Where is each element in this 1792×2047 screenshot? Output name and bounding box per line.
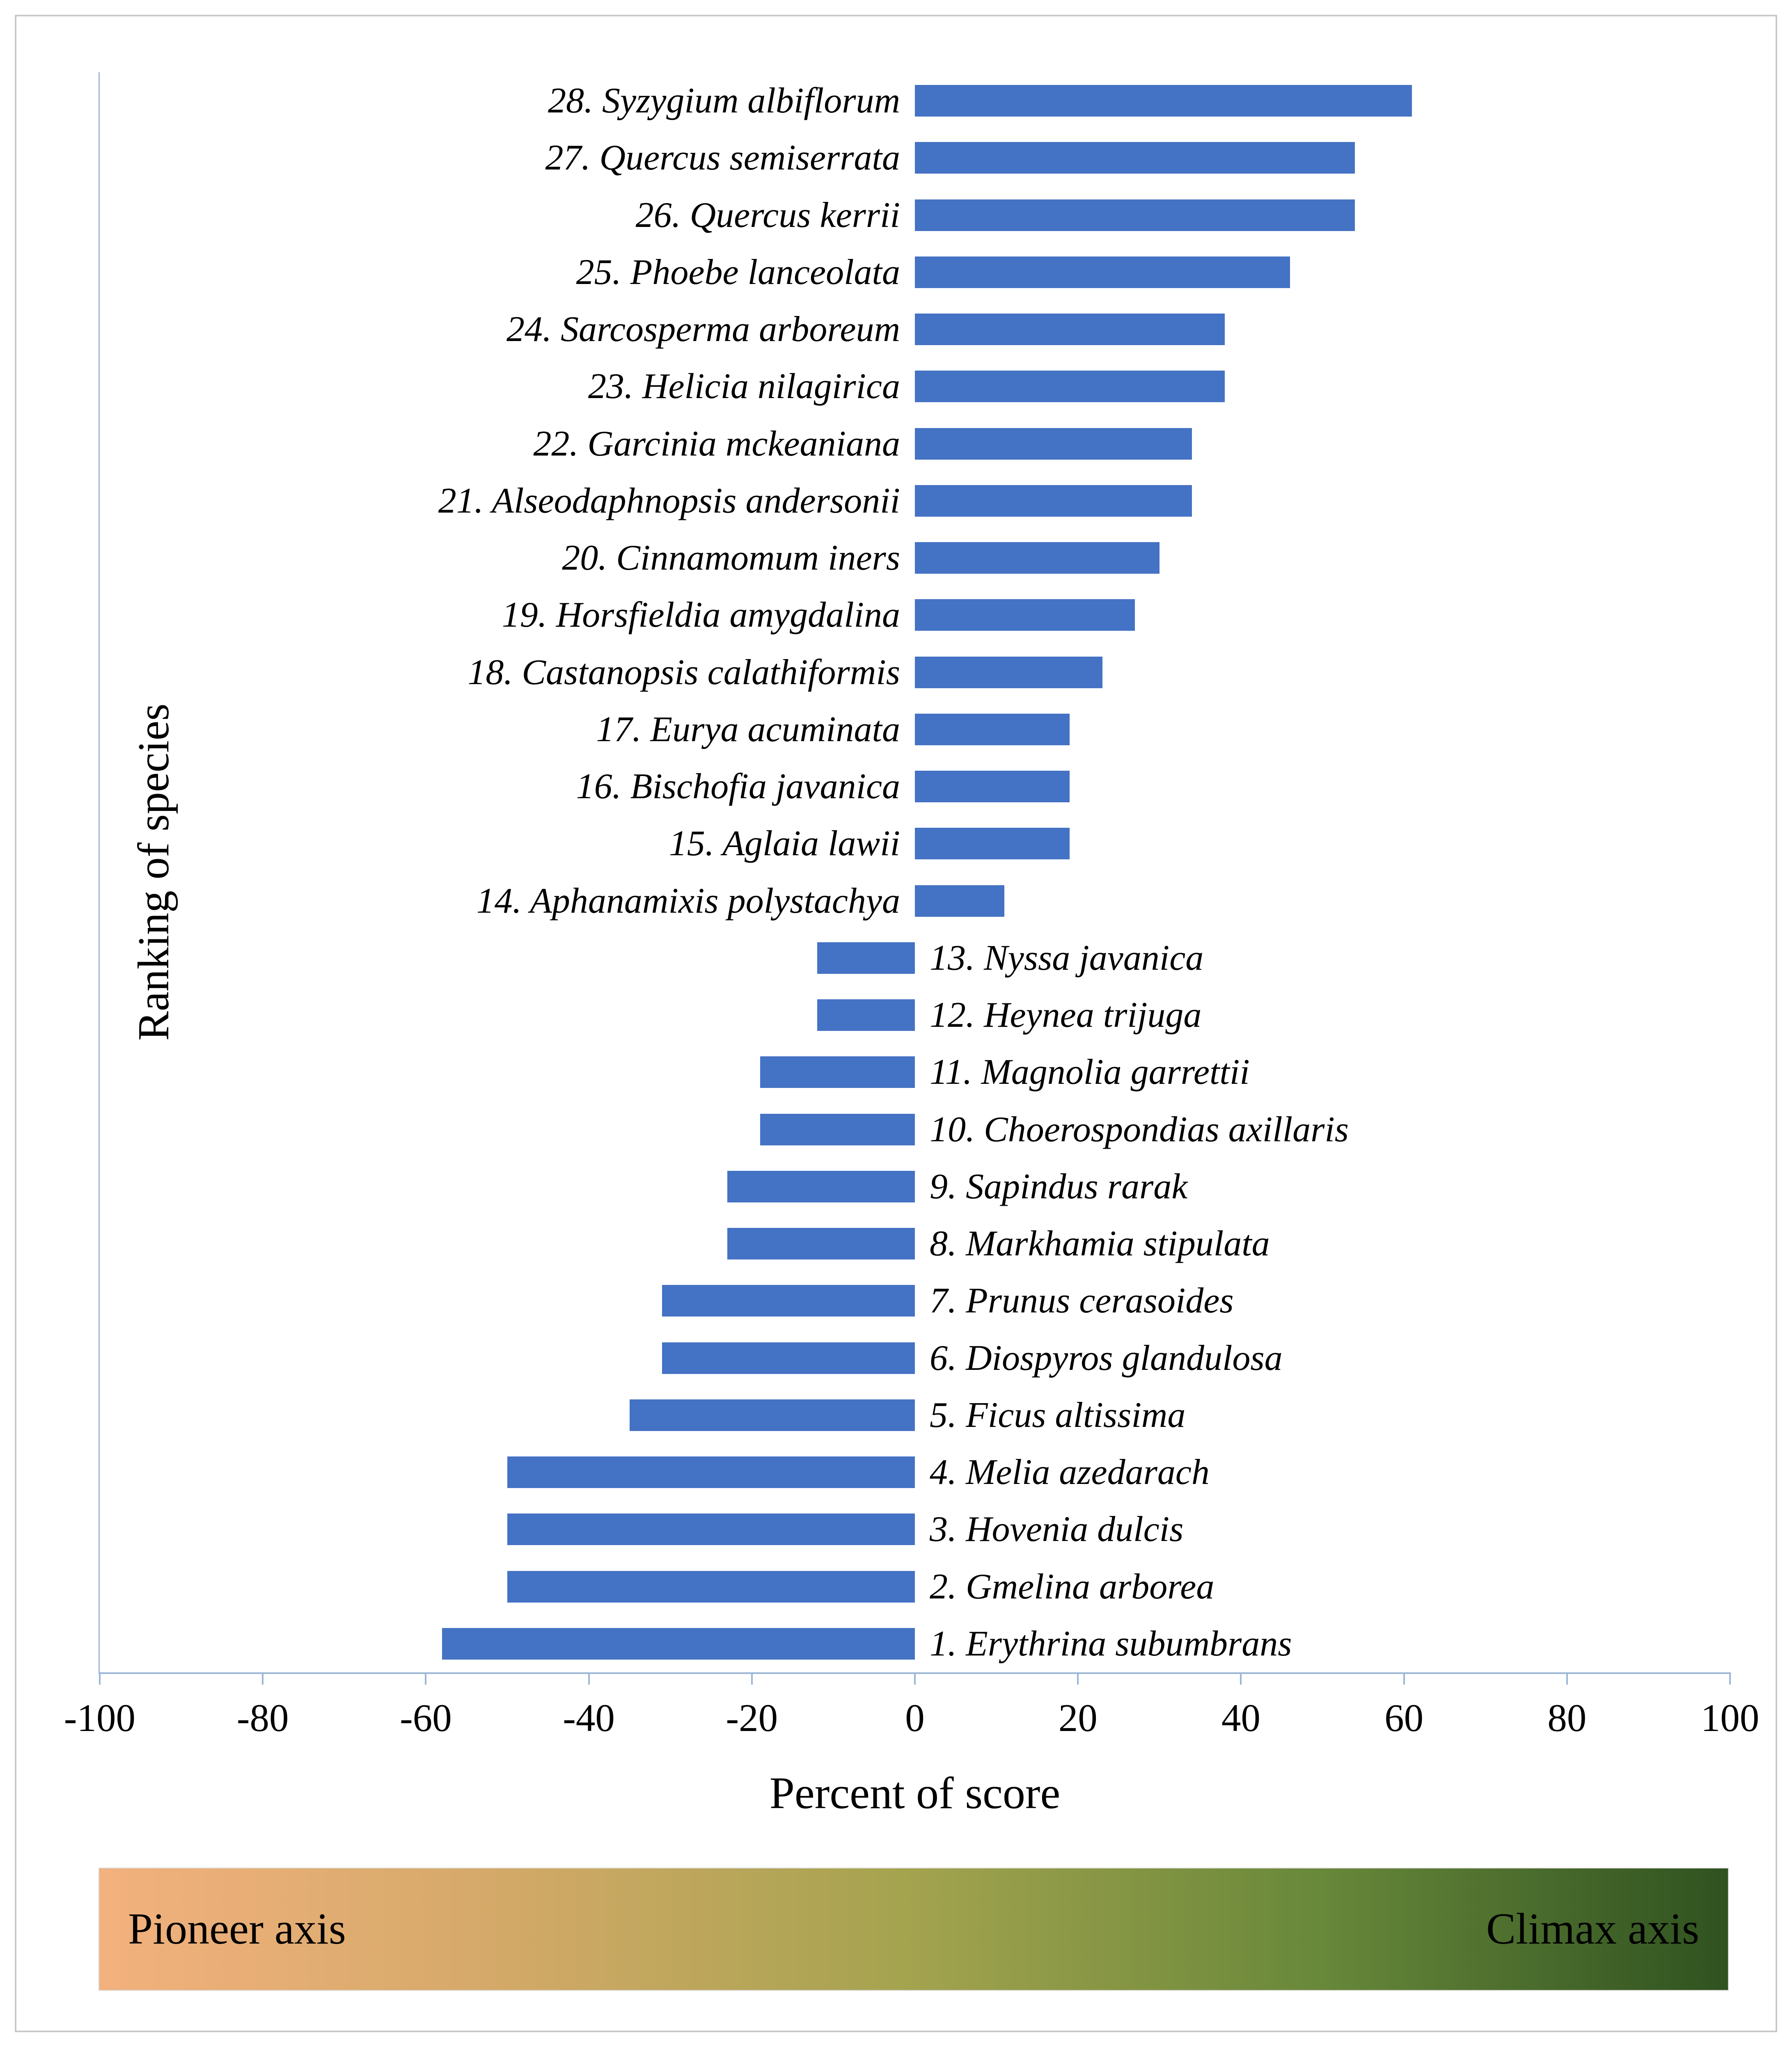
species-label: 11. Magnolia garrettii [930, 1052, 1250, 1092]
species-label: 10. Choerospondias axillaris [930, 1109, 1349, 1149]
x-axis-tick [99, 1672, 101, 1685]
species-bar [915, 714, 1070, 745]
species-bar [507, 1456, 915, 1488]
species-bar [915, 256, 1290, 288]
species-label: 13. Nyssa javanica [930, 938, 1204, 978]
species-label: 12. Heynea trijuga [930, 995, 1202, 1035]
species-label: 5. Ficus altissima [930, 1395, 1186, 1435]
x-axis-tick [588, 1672, 590, 1685]
x-tick-label: -40 [563, 1696, 615, 1740]
species-bar [915, 142, 1355, 174]
species-bar [915, 542, 1160, 574]
species-bar [727, 1171, 915, 1202]
x-tick-label: -100 [64, 1696, 136, 1740]
x-axis-title: Percent of score [769, 1768, 1061, 1818]
species-label: 16. Bischofia javanica [576, 767, 900, 807]
plot-area [64, 72, 1760, 1818]
species-bar [662, 1342, 915, 1374]
pioneer-axis-label: Pioneer axis [128, 1905, 346, 1953]
x-axis-tick [1729, 1672, 1731, 1685]
species-label: 7. Prunus cerasoides [930, 1281, 1234, 1321]
species-label: 28. Syzygium albiflorum [548, 81, 900, 121]
x-axis-tick [425, 1672, 426, 1685]
species-label: 14. Aphanamixis polystachya [476, 881, 900, 921]
x-tick-label: -20 [726, 1696, 778, 1740]
species-label: 18. Castanopsis calathiformis [467, 652, 900, 692]
species-bar [817, 942, 915, 974]
species-bar [915, 485, 1192, 517]
species-label: 17. Eurya acuminata [596, 709, 900, 749]
species-label: 26. Quercus kerrii [635, 195, 900, 235]
species-bar [760, 1114, 915, 1145]
x-tick-label: 40 [1221, 1696, 1260, 1740]
x-axis-tick [1403, 1672, 1405, 1685]
x-axis-tick [1240, 1672, 1242, 1685]
species-label: 9. Sapindus rarak [930, 1166, 1188, 1207]
x-tick-label: -80 [236, 1696, 289, 1740]
species-bar [662, 1285, 915, 1317]
species-bar [817, 999, 915, 1031]
y-axis-title: Ranking of species [129, 703, 178, 1041]
species-bar [442, 1628, 915, 1660]
species-bar [915, 428, 1192, 460]
species-label: 21. Alseodaphnopsis andersonii [438, 481, 900, 521]
species-label: 6. Diospyros glandulosa [930, 1338, 1283, 1378]
x-axis-tick [751, 1672, 753, 1685]
species-bar [915, 314, 1225, 345]
species-label: 3. Hovenia dulcis [930, 1509, 1184, 1550]
species-bar [915, 199, 1355, 231]
species-label: 15. Aglaia lawii [669, 824, 900, 864]
species-bar [507, 1571, 915, 1603]
x-tick-label: 60 [1384, 1696, 1424, 1740]
species-bar [915, 771, 1070, 802]
species-label: 24. Sarcosperma arboreum [506, 309, 900, 350]
x-tick-label: -60 [400, 1696, 452, 1740]
species-bar [915, 828, 1070, 859]
species-bar [915, 599, 1135, 631]
species-label: 8. Markhamia stipulata [930, 1224, 1270, 1264]
species-label: 19. Horsfieldia amygdalina [502, 595, 900, 635]
species-label: 23. Helicia nilagirica [588, 366, 900, 407]
x-tick-label: 0 [905, 1696, 925, 1740]
x-axis-tick [262, 1672, 264, 1685]
species-bar [760, 1056, 915, 1088]
species-bar [507, 1513, 915, 1545]
species-bar [727, 1228, 915, 1259]
x-axis-tick [1566, 1672, 1568, 1685]
species-label: 4. Melia azedarach [930, 1452, 1210, 1493]
species-bar [915, 85, 1412, 117]
species-bar [915, 371, 1225, 402]
x-tick-label: 80 [1547, 1696, 1587, 1740]
species-label: 1. Erythrina subumbrans [930, 1623, 1292, 1664]
climax-axis-label: Climax axis [1486, 1905, 1699, 1953]
species-label: 27. Quercus semiserrata [545, 138, 900, 178]
x-tick-label: 20 [1058, 1696, 1098, 1740]
gradient-legend [99, 1868, 1729, 1991]
species-label: 2. Gmelina arborea [930, 1566, 1215, 1607]
species-label: 25. Phoebe lanceolata [576, 252, 900, 292]
species-bar [630, 1399, 915, 1431]
x-axis-tick [1077, 1672, 1079, 1685]
species-label: 22. Garcinia mckeaniana [533, 424, 900, 464]
species-label: 20. Cinnamomum iners [562, 538, 900, 578]
species-bar [915, 885, 1004, 917]
x-axis-tick [914, 1672, 916, 1685]
x-tick-label: 100 [1700, 1696, 1760, 1740]
species-bar [915, 657, 1102, 688]
